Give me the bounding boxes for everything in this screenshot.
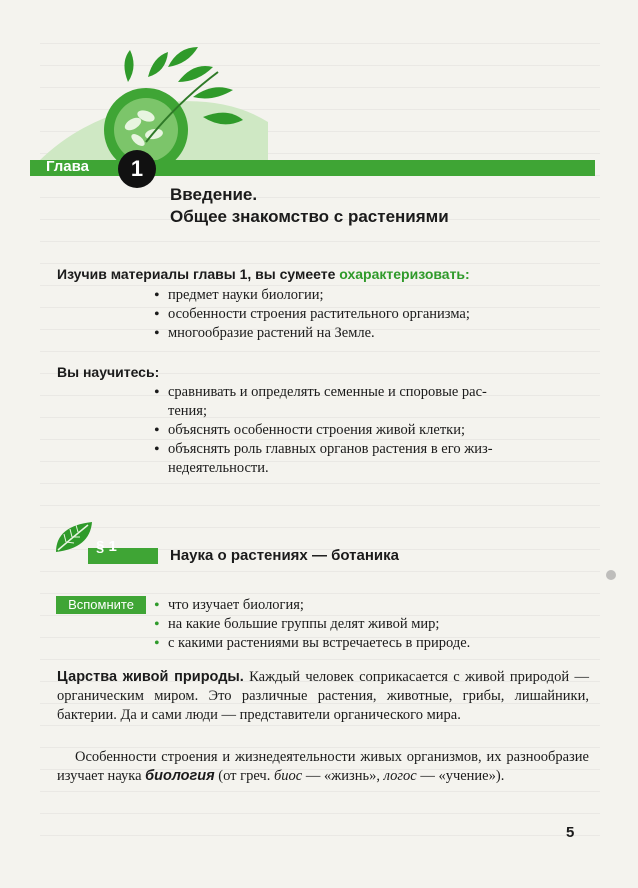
recall-badge: Вспомните <box>56 596 146 614</box>
recall-list <box>154 596 470 653</box>
term-biology: биология <box>145 768 215 784</box>
list-item: • на какие большие группы делят живой мир; <box>154 615 470 634</box>
list-item: • особенности строения растительного организма; <box>154 305 470 324</box>
list-item: • многообразие растений на Земле. <box>154 324 470 343</box>
chapter-title-line2: Общее знакомство с растениями <box>170 207 449 226</box>
list-item: • предмет науки биологии; <box>154 286 470 305</box>
list-item: • с какими растениями вы встречаетесь в природе. <box>154 634 470 653</box>
learn-heading: Вы научитесь: <box>57 364 160 380</box>
chapter-title <box>170 184 449 228</box>
chapter-band <box>30 160 595 176</box>
punch-hole <box>606 570 616 580</box>
intro-heading <box>57 266 470 282</box>
list-item: • объяснять роль главных органов растения в его жиз- недеятельности. <box>154 440 594 478</box>
intro-list <box>154 286 470 343</box>
leaves-icon <box>28 42 288 172</box>
chapter-number: 1 <box>118 150 156 188</box>
learn-list <box>154 383 594 478</box>
paragraph-lead: Царства живой природы. <box>57 669 244 685</box>
intro-highlight: охарактеризовать: <box>339 266 470 282</box>
list-item: • объяснять особенности строения живой клетки; <box>154 421 594 440</box>
paragraph-kingdoms <box>57 668 589 725</box>
chapter-label: Глава <box>46 158 89 175</box>
chapter-title-line1: Введение. <box>170 185 258 204</box>
list-item: • сравнивать и определять семенные и споровые рас- тения; <box>154 383 594 421</box>
paragraph-biology: Особенности строения и жизнедеятельности живых организмов, их разнообразие изучает наука биология (от греч. биос — «жизнь», логос — «учение»). <box>57 749 589 784</box>
page-number: 5 <box>566 824 575 841</box>
section-label: § 1 <box>96 538 117 555</box>
intro-prefix: Изучив материалы главы 1, вы сумеете <box>57 266 340 282</box>
paragraph-text: Каждый человек соприкасается с живой природой — органическим миром. Это различные растения, животные, грибы, лишайники, бактерии. Да и сами люди — представители органического мира. <box>57 669 589 723</box>
section-title: Наука о растениях — ботаника <box>170 547 399 564</box>
list-item: • что изучает биология; <box>154 596 470 615</box>
